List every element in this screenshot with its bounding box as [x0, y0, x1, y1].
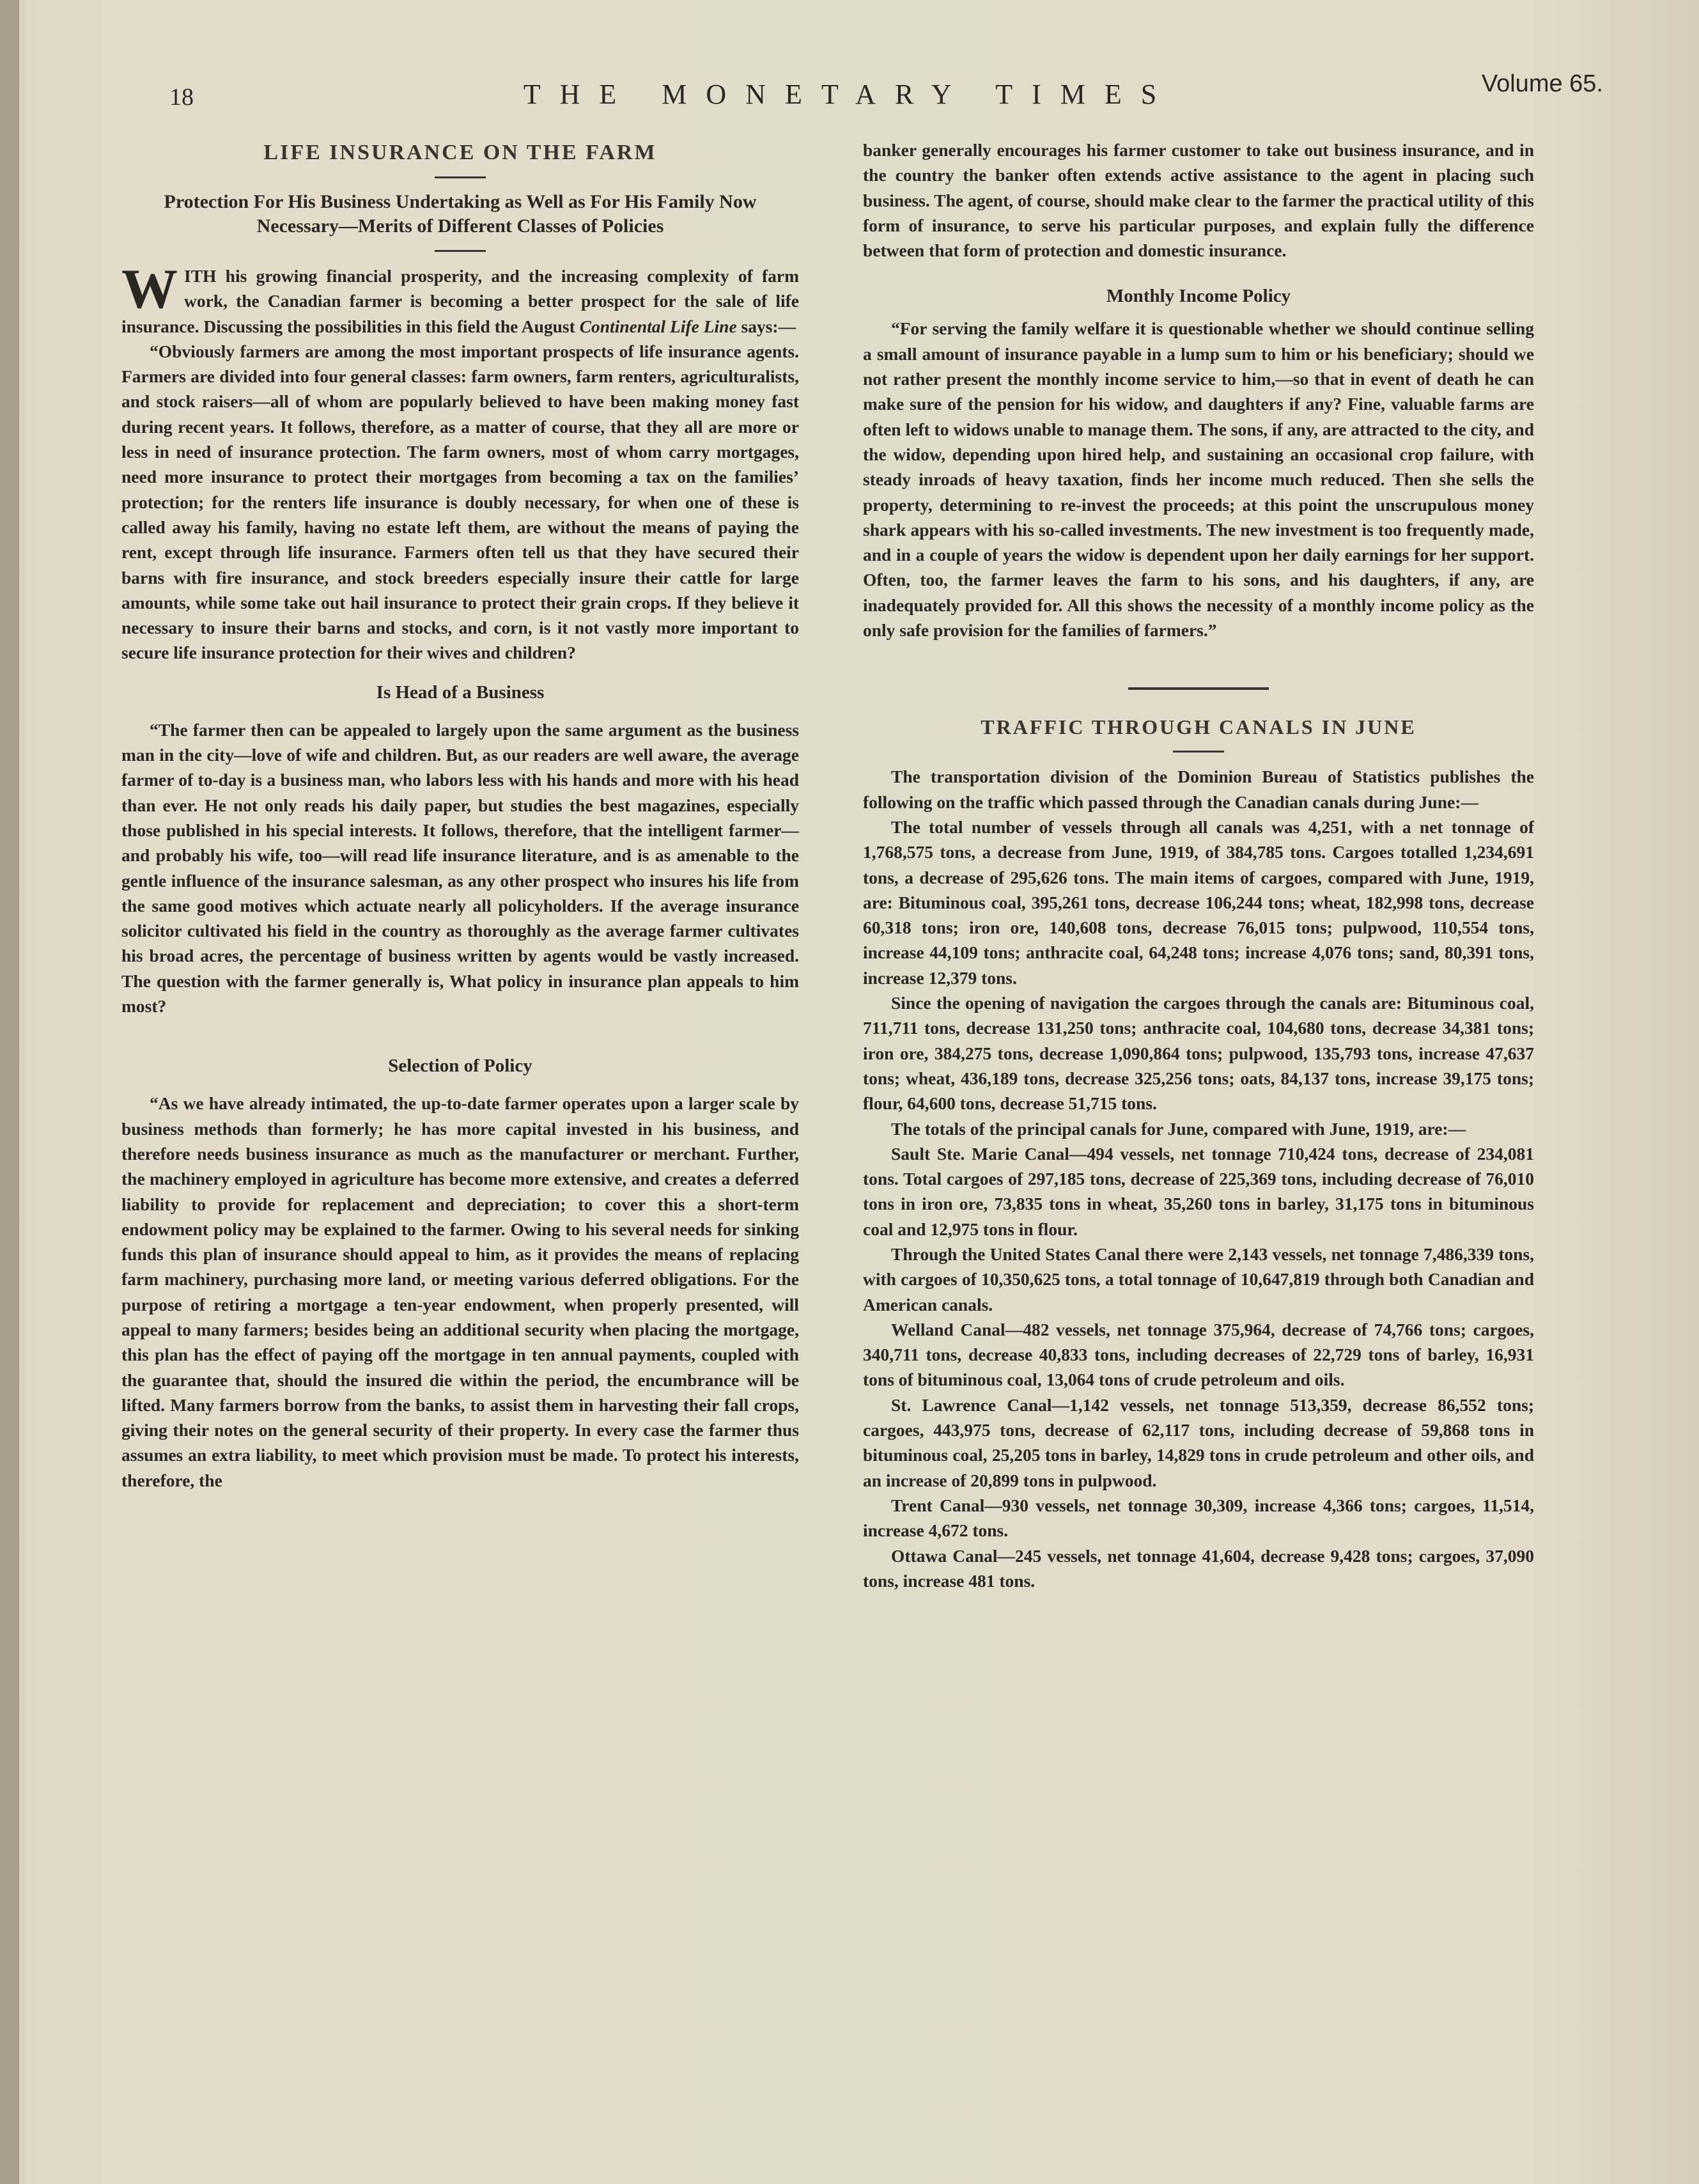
- paragraph: Welland Canal—482 vessels, net tonnage 375,964, decrease of 74,766 tons; cargoes, 340,711 tons, decrease 40,833 tons, including decreases of 22,729 tons of barley, 16,931 tons of bituminous coal, 13,064 tons of crude petroleum and oils.: [863, 1319, 1534, 1390]
- left-column: [121, 141, 799, 1493]
- paragraph: The totals of the principal canals for June, compared with June, 1919, are:—: [891, 1118, 1466, 1139]
- deck-rule: [435, 250, 486, 252]
- title-rule: [435, 176, 486, 178]
- page-number: 18: [169, 84, 194, 111]
- section-divider: [1128, 687, 1269, 690]
- paragraph: “For serving the family welfare it is questionable whether we should continue selling a small amount of insurance payable in a lump sum to him or his beneficiary; should we not rather present the monthly income service to him,—so that in event of death he can make sure of the pension for his widow, and daughters if any? Fine, valuable farms are often left to widows unable to manage them. The sons, if any, are attracted to the city, and the widow, depending upon hired help, and sustaining an occasional crop failure, with steady inroads of heavy taxation, finds her income much reduced. Then she sells the property, determining to re-invest the proceeds; at this point the unscrupulous money shark appears with his so-called investments. The new investment is too frequently made, and in a couple of years the widow is dependent upon her daily earnings for her support. Often, too, the farmer leaves the farm to his sons, and his daughters, if any, are inadequately provided for. All this shows the necessity of a monthly income policy as the only safe provision for the families of farmers.”: [863, 318, 1534, 641]
- subheading-selection-of-policy: Selection of Policy: [388, 1056, 532, 1077]
- subheading-head-of-business: Is Head of a Business: [376, 682, 545, 703]
- article-title-canal-traffic: TRAFFIC THROUGH CANALS IN JUNE: [981, 715, 1416, 739]
- paragraph: Trent Canal—930 vessels, net tonnage 30,309, increase 4,366 tons; cargoes, 11,514, increase 4,672 tons.: [863, 1495, 1534, 1541]
- paragraph: Sault Ste. Marie Canal—494 vessels, net tonnage 710,424 tons, decrease of 234,081 tons. Total cargoes of 297,185 tons, decrease of 225,369 tons, including decrease of 76,010 tons in iron ore, 73,835 tons in wheat, 35,260 tons in barley, 31,175 tons in bituminous coal and 12,975 tons in flour.: [863, 1143, 1534, 1239]
- right-column: [863, 137, 1534, 1593]
- intro-paragraph: WITH his growing financial prosperity, and the increasing complexity of farm work, the Canadian farmer is becoming a better prospect for the sale of life insurance. Discussing the possibilities in this field the August Continental Life Line says:—: [121, 258, 799, 336]
- paragraph: The total number of vessels through all canals was 4,251, with a net tonnage of 1,768,575 tons, a decrease from June, 1919, of 384,785 tons. Cargoes totalled 1,234,691 tons, a decrease of 295,626 tons. The main items of cargoes, compared with June, 1919, are: Bituminous coal, 395,261 tons, decrease 106,244 tons; wheat, 182,998 tons, decrease 60,318 tons; iron ore, 140,608 tons, decrease 76,015 tons; pulpwood, 110,554 tons, increase 44,109 tons; anthracite coal, 64,248 tons; increase 4,076 tons; sand, 80,391 tons, increase 12,379 tons.: [863, 816, 1534, 988]
- paragraph: “As we have already intimated, the up-to-date farmer operates upon a larger scale by business methods than formerly; he has more capital invested in his business, and therefore needs business insurance as much as the manufacturer or merchant. Further, the machinery employed in agriculture has become more extensive, and creates a deferred liability to provide for replacement and depreciation; to cover this a short-term endowment policy may be explained to the farmer. Owing to his several needs for sinking funds this plan of insurance should appeal to him, as it provides the means of replacing farm machinery, purchasing more land, or meeting various deferred obligations. For the purpose of retiring a mortgage a ten-year endowment, when properly presented, will appeal to many farmers; besides being an additional security when placing the mortgage, this plan has the effect of paying off the mortgage in ten annual payments, coupled with the guarantee that, should the insured die within the period, the encumbrance will be lifted. Many farmers borrow from the banks, to assist them in harvesting their fall crops, giving their notes on the general security of their property. In every case the farmer thus assumes an extra liability, to meet which provision must be made. To protect his interests, therefore, the: [121, 1093, 799, 1490]
- subheading-monthly-income-policy: Monthly Income Policy: [1106, 286, 1291, 307]
- page-binding-edge: [0, 0, 19, 2184]
- paragraph: Since the opening of navigation the cargoes through the canals are: Bituminous coal, 711,711 tons, decrease 131,250 tons; anthracite coal, 104,680 tons, decrease 34,381 tons; iron ore, 384,275 tons, decrease 1,090,864 tons; pulpwood, 135,793 tons, increase 47,637 tons; wheat, 436,189 tons, decrease 325,256 tons; oats, 84,137 tons, increase 39,175 tons; flour, 64,600 tons, decrease 51,715 tons.: [863, 993, 1534, 1114]
- title-rule: [1173, 751, 1224, 753]
- paragraph: St. Lawrence Canal—1,142 vessels, net tonnage 513,359, decrease 86,552 tons; cargoes, 443,975 tons, decrease of 62,117 tons, including decrease of 59,868 tons in bituminous coal, 25,205 tons in barley, 14,829 tons in crude petroleum and other oils, and an increase of 20,899 tons in pulpwood.: [863, 1394, 1534, 1490]
- page-header: [96, 70, 1603, 115]
- paragraph: The transportation division of the Dominion Bureau of Statistics publishes the following on the traffic which passed through the Canadian canals during June:—: [863, 767, 1534, 812]
- paragraph: banker generally encourages his farmer customer to take out business insurance, and in the country the banker often extends active assistance to the agent in placing such business. The agent, of course, should make clear to the farmer the practical utility of this form of insurance, to serve his particular purposes, and explain fully the difference between that form of protection and domestic insurance.: [863, 140, 1534, 261]
- masthead: THE MONETARY TIMES: [523, 79, 1176, 110]
- drop-cap: W: [121, 258, 178, 320]
- article-title-life-insurance: LIFE INSURANCE ON THE FARM: [263, 141, 657, 164]
- article-deck: Protection For His Business Undertaking as Well as For His Family Now Necessary—Merits of Different Classes of Policies: [164, 191, 757, 237]
- paragraph: “The farmer then can be appealed to largely upon the same argument as the business man in the city—love of wife and children. But, as our readers are well aware, the average farmer of to-day is a business man, who labors less with his hands and more with his head than ever. He not only reads his daily paper, but studies the best magazines, especially those published in his special interests. It follows, therefore, that the intelligent farmer—and probably his wife, too—will read life insurance literature, and is as amenable to the gentle influence of the insurance salesman, as any other prospect who insures his life from the same good motives which actuate nearly all policyholders. If the average insurance solicitor cultivated his field in the country as thoroughly as the average farmer cultivates his broad acres, the percentage of business written by agents would be vastly increased. The question with the farmer generally is, What policy in insurance plan appeals to him most?: [121, 719, 799, 1017]
- paragraph: Ottawa Canal—245 vessels, net tonnage 41,604, decrease 9,428 tons; cargoes, 37,090 tons, increase 481 tons.: [863, 1545, 1534, 1591]
- publication-name: Continental Life Line: [579, 316, 737, 336]
- paragraph: “Obviously farmers are among the most important prospects of life insurance agents. Farmers are divided into four general classes: farm owners, farm renters, agriculturalists, and stock raisers—all of whom are popularly believed to have been making money fast during recent years. It follows, therefore, as a matter of course, that they all are more or less in need of insurance protection. The farm owners, most of whom carry mortgages, need more insurance to protect their mortgages from becoming a tax on the families’ protection; for the renters life insurance is doubly necessary, for when one of these is called away his family, having no estate left them, are without the means of paying the rent, except through life insurance. Farmers often tell us that they have secured their barns with fire insurance, and stock breeders especially insure their cattle for large amounts, while some take out hail insurance to protect their grain crops. If they believe it necessary to insure their barns and stocks, and corn, is it not vastly more important to secure life insurance protection for their wives and children?: [121, 341, 799, 663]
- volume-label: Volume 65.: [1481, 70, 1603, 97]
- paragraph: Through the United States Canal there were 2,143 vessels, net tonnage 7,486,339 tons, with cargoes of 10,350,625 tons, a total tonnage of 10,647,819 through both Canadian and American canals.: [863, 1244, 1534, 1314]
